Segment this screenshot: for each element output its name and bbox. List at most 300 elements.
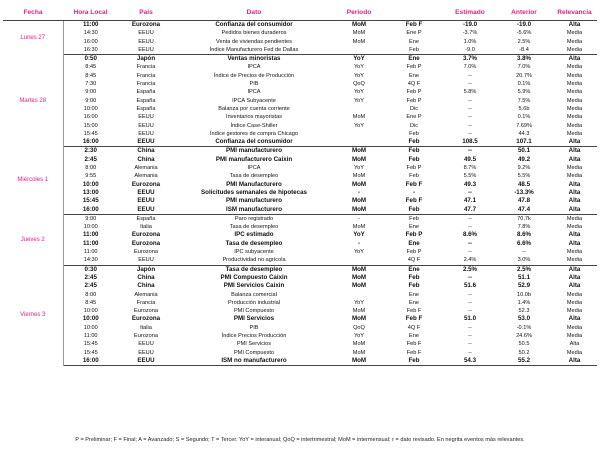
cell-hora: 10:00 [83, 308, 98, 315]
cell-periodo-detail: Ene [409, 299, 419, 306]
cell-periodo: MoM [352, 38, 366, 45]
cell-anterior: 0.1% [517, 114, 531, 121]
cell-estimado: 54.3 [444, 357, 496, 366]
table-row [3, 38, 597, 46]
cell-periodo: MoM [334, 206, 384, 215]
header-dato: Dato [174, 4, 334, 21]
cell-relevancia: Alta [568, 282, 581, 290]
cell-relevancia: Alta [552, 206, 597, 215]
day-label: Martes 28 [3, 55, 63, 147]
cell-estimado: 51.0 [463, 315, 477, 323]
cell-periodo: YoY [353, 64, 365, 71]
table-row [3, 147, 597, 156]
cell-dato: Balanza comercial [231, 291, 277, 298]
cell-estimado: -- [468, 215, 472, 222]
cell-pais: España [136, 97, 156, 104]
table-row [3, 248, 597, 256]
cell-anterior: -- [522, 249, 526, 256]
cell-anterior: 2.5% [516, 265, 532, 273]
cell-relevancia: Media [566, 308, 583, 315]
cell-dato: PIB [249, 81, 259, 88]
cell-periodo-detail: Feb F [406, 308, 422, 315]
cell-periodo-detail: Feb F [406, 341, 422, 348]
table-row [3, 256, 597, 265]
cell-pais: Eurozona [134, 249, 158, 256]
cell-anterior: 9.2% [517, 165, 531, 172]
cell-estimado: 1.0% [463, 38, 477, 45]
table-row [3, 88, 597, 96]
cell-periodo-detail: Feb [408, 282, 420, 290]
cell-anterior: 70.7k [517, 215, 531, 222]
table-row [3, 46, 597, 55]
cell-estimado: 2.5% [462, 265, 478, 273]
cell-periodo [334, 130, 384, 138]
cell-estimado: -3.7% [462, 30, 478, 37]
cell-estimado: 47.1 [463, 197, 477, 205]
cell-hora: 9:55 [85, 173, 97, 180]
cell-pais: EEUU [138, 349, 154, 356]
table-row [3, 55, 597, 64]
cell-hora: 2:30 [84, 147, 97, 155]
cell-periodo-detail: Ene [408, 265, 420, 273]
cell-periodo-detail: Feb [408, 155, 420, 163]
cell-estimado: -- [468, 114, 472, 121]
cell-dato: PMI manufacturero [225, 147, 283, 155]
cell-dato: Balanza por cuenta corriente [218, 105, 290, 112]
table-row [3, 138, 597, 147]
cell-anterior: 7.8% [517, 224, 531, 231]
cell-hora: 14:30 [83, 30, 98, 37]
cell-dato: Índice de Precios de Producción [213, 72, 295, 79]
cell-periodo: YoY [353, 165, 365, 172]
cell-estimado: 108.5 [444, 138, 496, 147]
day-group [3, 214, 597, 265]
cell-hora: 15:00 [83, 122, 98, 129]
cell-periodo: YoY [353, 231, 365, 239]
cell-anterior: 6.6% [516, 239, 532, 247]
table-row [3, 324, 597, 332]
cell-estimado: -- [468, 299, 472, 306]
cell-anterior: 52.3 [518, 308, 530, 315]
header-row [3, 4, 597, 21]
cell-periodo-detail: Feb [384, 46, 444, 55]
cell-hora: 0:50 [84, 55, 97, 63]
cell-pais: Italia [140, 224, 152, 231]
cell-dato: Venta de viviendas pendientes [216, 38, 292, 45]
table-row [3, 21, 597, 30]
cell-periodo: YoY [353, 89, 365, 96]
day-group [3, 55, 597, 147]
cell-dato: ISM no manufacturero [174, 357, 334, 366]
table-row [3, 97, 597, 105]
cell-pais: EEUU [118, 206, 174, 215]
cell-hora: 16:30 [63, 46, 118, 55]
cell-dato: PMI manufacturero Caixin [215, 155, 293, 163]
cell-anterior: 10.0b [517, 291, 531, 298]
table-row [3, 122, 597, 130]
cell-anterior: 49.2 [517, 155, 531, 163]
table-row [3, 29, 597, 37]
cell-relevancia: Alta [568, 273, 581, 281]
cell-hora: 11:00 [83, 332, 98, 339]
cell-anterior: 2.5% [517, 38, 531, 45]
cell-anterior: -8.4 [496, 46, 552, 55]
cell-periodo-detail: Feb F [406, 349, 422, 356]
cell-anterior: 47.8 [517, 197, 531, 205]
table-row [3, 357, 597, 366]
cell-pais: Eurozona [131, 231, 161, 239]
cell-estimado: 8.6% [462, 231, 478, 239]
table-row [3, 340, 597, 348]
cell-estimado: -- [467, 147, 473, 155]
cell-periodo-detail: Ene [408, 55, 420, 63]
cell-periodo: YoY [353, 332, 365, 339]
table-row [3, 156, 597, 164]
cell-pais: Francia [136, 299, 156, 306]
table-row [3, 164, 597, 172]
cell-relevancia: Alta [568, 180, 581, 188]
cell-relevancia: Alta [552, 357, 597, 366]
cell-pais: Japón [136, 265, 156, 273]
cell-anterior: 7.5% [517, 97, 531, 104]
cell-estimado: -- [467, 188, 473, 196]
cell-periodo: - [357, 188, 361, 196]
cell-relevancia: Media [566, 105, 583, 112]
cell-hora: 11:00 [83, 239, 99, 247]
cell-periodo-detail: Feb P [406, 97, 422, 104]
cell-periodo: MoM [352, 173, 366, 180]
cell-pais: China [137, 147, 155, 155]
cell-estimado: -- [468, 332, 472, 339]
cell-periodo-detail: Feb P [406, 64, 422, 71]
cell-hora: 10:00 [83, 105, 98, 112]
table-row [3, 130, 597, 138]
cell-pais: China [137, 282, 155, 290]
cell-hora: 16:00 [83, 38, 98, 45]
cell-anterior: 5.5% [517, 173, 531, 180]
cell-anterior: 44.3 [518, 130, 530, 137]
cell-periodo: MoM [352, 114, 366, 121]
cell-pais: EEUU [138, 114, 154, 121]
cell-dato: Tasa de desempleo [229, 224, 279, 231]
cell-periodo-detail: Ene [408, 239, 420, 247]
cell-anterior: 107.1 [496, 138, 552, 147]
cell-relevancia: Media [566, 89, 583, 96]
cell-hora: 10:00 [83, 324, 98, 331]
cell-hora: 16:00 [83, 114, 98, 121]
cell-anterior: 48.5 [517, 180, 531, 188]
header-fecha: Fecha [3, 4, 63, 21]
cell-periodo: QoQ [353, 324, 365, 331]
cell-relevancia: Media [566, 72, 583, 79]
cell-periodo [334, 138, 384, 147]
cell-pais: Eurozona [131, 21, 161, 28]
cell-estimado: 7.0% [463, 64, 477, 71]
table-row [3, 63, 597, 71]
cell-periodo-detail: Feb P [406, 89, 422, 96]
cell-dato: Confianza del consumidor [174, 138, 334, 147]
cell-periodo: YoY [353, 122, 365, 129]
cell-estimado: -- [468, 349, 472, 356]
cell-dato: Solicitudes semanales de hipotecas [201, 188, 307, 196]
table-row [3, 265, 597, 274]
cell-anterior: 50.1 [517, 147, 531, 155]
cell-hora: 8:45 [85, 72, 97, 79]
cell-estimado: -9.0 [444, 46, 496, 55]
cell-estimado: -- [468, 291, 472, 298]
cell-pais: China [137, 155, 155, 163]
cell-estimado: 51.6 [463, 282, 477, 290]
cell-anterior: 24.6% [516, 332, 532, 339]
cell-periodo: MoM [352, 349, 366, 356]
table-row [3, 231, 597, 239]
cell-pais: Francia [136, 64, 156, 71]
cell-hora: 8:45 [85, 299, 97, 306]
cell-anterior: 3.8% [516, 55, 532, 63]
cell-periodo: MoM [351, 273, 367, 281]
cell-relevancia: Media [566, 291, 583, 298]
cell-periodo-detail: - [412, 188, 416, 196]
table-row [3, 181, 597, 189]
cell-anterior: 53.0 [517, 315, 531, 323]
cell-dato: Tasa de desempleo [225, 239, 283, 247]
cell-hora: 16:00 [63, 138, 118, 147]
cell-estimado: 2.4% [444, 256, 496, 265]
cell-relevancia: Alta [568, 55, 581, 63]
cell-periodo-detail: Ene [409, 72, 419, 79]
cell-periodo: - [357, 239, 361, 247]
cell-dato: ISM manufacturero [174, 206, 334, 215]
cell-hora: 10:00 [83, 224, 98, 231]
cell-pais: Francia [136, 72, 156, 79]
cell-hora: 14:30 [63, 256, 118, 265]
cell-periodo-detail: Feb [409, 173, 419, 180]
cell-dato: Índice Manufacturero Fed de Dallas [174, 46, 334, 55]
cell-pais: China [137, 273, 155, 281]
cell-pais: EEUU [118, 357, 174, 366]
cell-relevancia: Alta [569, 341, 580, 348]
table-row [3, 113, 597, 121]
cell-dato: PMI Servicios [236, 341, 272, 348]
cell-periodo [334, 291, 384, 299]
cell-estimado: -- [468, 72, 472, 79]
cell-hora: 9:00 [85, 215, 97, 222]
cell-dato: Índice Case-Shiller [230, 122, 278, 129]
cell-periodo-detail: Ene [409, 38, 419, 45]
cell-periodo-detail: Feb P [406, 165, 422, 172]
cell-relevancia: Media [566, 332, 583, 339]
cell-periodo-detail: 4Q F [407, 324, 421, 331]
cell-periodo-detail: Ene P [406, 30, 422, 37]
cell-estimado: -- [467, 273, 473, 281]
cell-dato: Tasa de desempleo [225, 265, 283, 273]
cell-periodo: MoM [351, 155, 367, 163]
cell-hora: 15:45 [83, 130, 98, 137]
cell-hora: 10:00 [82, 180, 99, 188]
cell-hora: 10:00 [82, 315, 99, 323]
cell-hora: 15:45 [82, 197, 99, 205]
cell-anterior: 1.4% [517, 299, 531, 306]
economic-calendar-table [3, 4, 597, 366]
cell-dato: Paro registrado [234, 215, 274, 222]
cell-anterior: 3.0% [496, 256, 552, 265]
cell-pais: EEUU [137, 197, 155, 205]
cell-dato: IPC subyacente [234, 249, 274, 256]
cell-relevancia: Media [566, 30, 583, 37]
cell-periodo-detail: Ene P [406, 114, 422, 121]
cell-dato: PMI Servicios [233, 315, 275, 323]
cell-pais: Alemania [134, 165, 158, 172]
cell-hora: 9:00 [85, 97, 97, 104]
cell-periodo-detail: 4Q F [384, 256, 444, 265]
cell-relevancia: Alta [568, 147, 581, 155]
table-row [3, 282, 597, 290]
cell-dato: PMI Compuesto [233, 308, 275, 315]
cell-estimado: -- [468, 324, 472, 331]
cell-pais: EEUU [138, 341, 154, 348]
cell-pais: EEUU [118, 46, 174, 55]
cell-dato: Confianza del consumidor [215, 21, 293, 28]
cell-periodo: YoY [353, 55, 365, 63]
cell-periodo-detail: Feb [384, 357, 444, 366]
table-row [3, 197, 597, 205]
cell-periodo-detail: Feb [384, 206, 444, 215]
cell-periodo-detail: Feb F [405, 197, 423, 205]
cell-periodo-detail: Ene [409, 291, 419, 298]
cell-anterior: 50.5 [518, 341, 530, 348]
table-row [3, 214, 597, 223]
cell-estimado: 49.5 [463, 155, 477, 163]
cell-hora: 11:00 [83, 231, 99, 239]
table-row [3, 349, 597, 357]
cell-periodo-detail: Feb [384, 138, 444, 147]
cell-anterior: -19.0 [516, 21, 532, 28]
cell-pais: España [136, 89, 156, 96]
header-estimado: Estimado [444, 4, 496, 21]
cell-pais: Eurozona [134, 308, 158, 315]
header-pais: País [118, 4, 174, 21]
cell-relevancia: Media [566, 299, 583, 306]
cell-periodo: YoY [353, 97, 365, 104]
table-row [3, 332, 597, 340]
cell-dato: PMI Manufacturero [226, 180, 282, 188]
day-group [3, 21, 597, 55]
cell-anterior: 0.1% [517, 81, 531, 88]
cell-hora: 16:00 [63, 206, 118, 215]
cell-pais: Eurozona [134, 332, 158, 339]
cell-dato: Ventas minoristas [227, 55, 281, 63]
cell-periodo: MoM [334, 357, 384, 366]
cell-periodo-detail: 4Q F [407, 81, 421, 88]
cell-relevancia: Alta [568, 197, 581, 205]
cell-periodo: MoM [352, 224, 366, 231]
cell-hora: 7:30 [85, 81, 97, 88]
cell-dato: PMI Compuesto [233, 349, 275, 356]
cell-pais: Alemania [134, 173, 158, 180]
cell-periodo [334, 105, 384, 113]
cell-pais: Eurozona [131, 180, 161, 188]
cell-periodo-detail: Dic [409, 105, 419, 112]
cell-dato: PMI manufacturero [225, 197, 283, 205]
cell-estimado: -- [468, 81, 472, 88]
cell-periodo-detail: Ene [409, 224, 419, 231]
cell-estimado: 5.8% [463, 89, 477, 96]
day-group [3, 147, 597, 214]
cell-periodo-detail: Feb P [406, 249, 422, 256]
cell-dato: IPCA Subyacente [232, 97, 276, 104]
cell-dato: IPC estimado [234, 231, 274, 239]
day-group [3, 265, 597, 366]
cell-periodo-detail: Feb P [405, 231, 423, 239]
cell-dato: IPCA [247, 165, 261, 172]
cell-hora: 13:00 [82, 188, 99, 196]
cell-hora: 15:45 [83, 349, 98, 356]
cell-anterior: 55.2 [496, 357, 552, 366]
header-relevancia: Relevancia [552, 4, 597, 21]
cell-dato: Índice gestores de compra Chicago [210, 130, 298, 137]
cell-dato: IPCA [247, 64, 261, 71]
cell-relevancia: Media [566, 224, 583, 231]
cell-estimado: 5.5% [463, 173, 477, 180]
header-periodo-detail [384, 4, 444, 21]
cell-anterior: -13.3% [514, 188, 534, 196]
cell-periodo: - [358, 215, 360, 222]
cell-estimado: 3.7% [462, 55, 478, 63]
cell-anterior: -0.1% [516, 324, 532, 331]
cell-anterior: 51.1 [517, 273, 531, 281]
cell-periodo: MoM [352, 308, 366, 315]
cell-estimado: -- [468, 130, 472, 137]
table-row [3, 315, 597, 323]
cell-relevancia: Alta [568, 155, 581, 163]
cell-pais: Eurozona [131, 239, 161, 247]
cell-relevancia: Alta [568, 265, 581, 273]
cell-hora: 11:00 [83, 249, 98, 256]
cell-relevancia: Media [566, 122, 583, 129]
cell-anterior: 7.0% [517, 64, 531, 71]
cell-estimado: 8.7% [463, 165, 477, 172]
cell-periodo-detail: Feb [409, 130, 419, 137]
cell-periodo: MoM [351, 180, 367, 188]
cell-periodo-detail: Feb F [405, 180, 423, 188]
cell-estimado: -- [467, 239, 473, 247]
cell-pais: Alemania [134, 291, 158, 298]
cell-anterior: 50.2 [518, 349, 530, 356]
cell-hora: 0:30 [84, 265, 97, 273]
cell-hora: 9:00 [85, 89, 97, 96]
cell-relevancia: Media [552, 46, 597, 55]
cell-relevancia: Alta [568, 231, 581, 239]
cell-pais: EEUU [138, 30, 154, 37]
cell-hora: 11:00 [83, 21, 99, 28]
cell-periodo: MoM [351, 21, 367, 28]
cell-periodo: MoM [351, 265, 367, 273]
cell-relevancia: Alta [568, 21, 581, 28]
cell-estimado: -- [468, 122, 472, 129]
cell-periodo [334, 46, 384, 55]
cell-estimado: -- [468, 249, 472, 256]
cell-pais: EEUU [118, 256, 174, 265]
day-label: Viernes 3 [3, 265, 63, 366]
cell-hora: 15:45 [83, 341, 98, 348]
cell-relevancia: Media [566, 97, 583, 104]
cell-periodo-detail: Feb [408, 273, 420, 281]
table-row [3, 299, 597, 307]
cell-dato: Tasa de desempleo [229, 173, 279, 180]
table-row [3, 240, 597, 248]
cell-relevancia: Alta [568, 188, 581, 196]
cell-estimado: 47.7 [444, 206, 496, 215]
